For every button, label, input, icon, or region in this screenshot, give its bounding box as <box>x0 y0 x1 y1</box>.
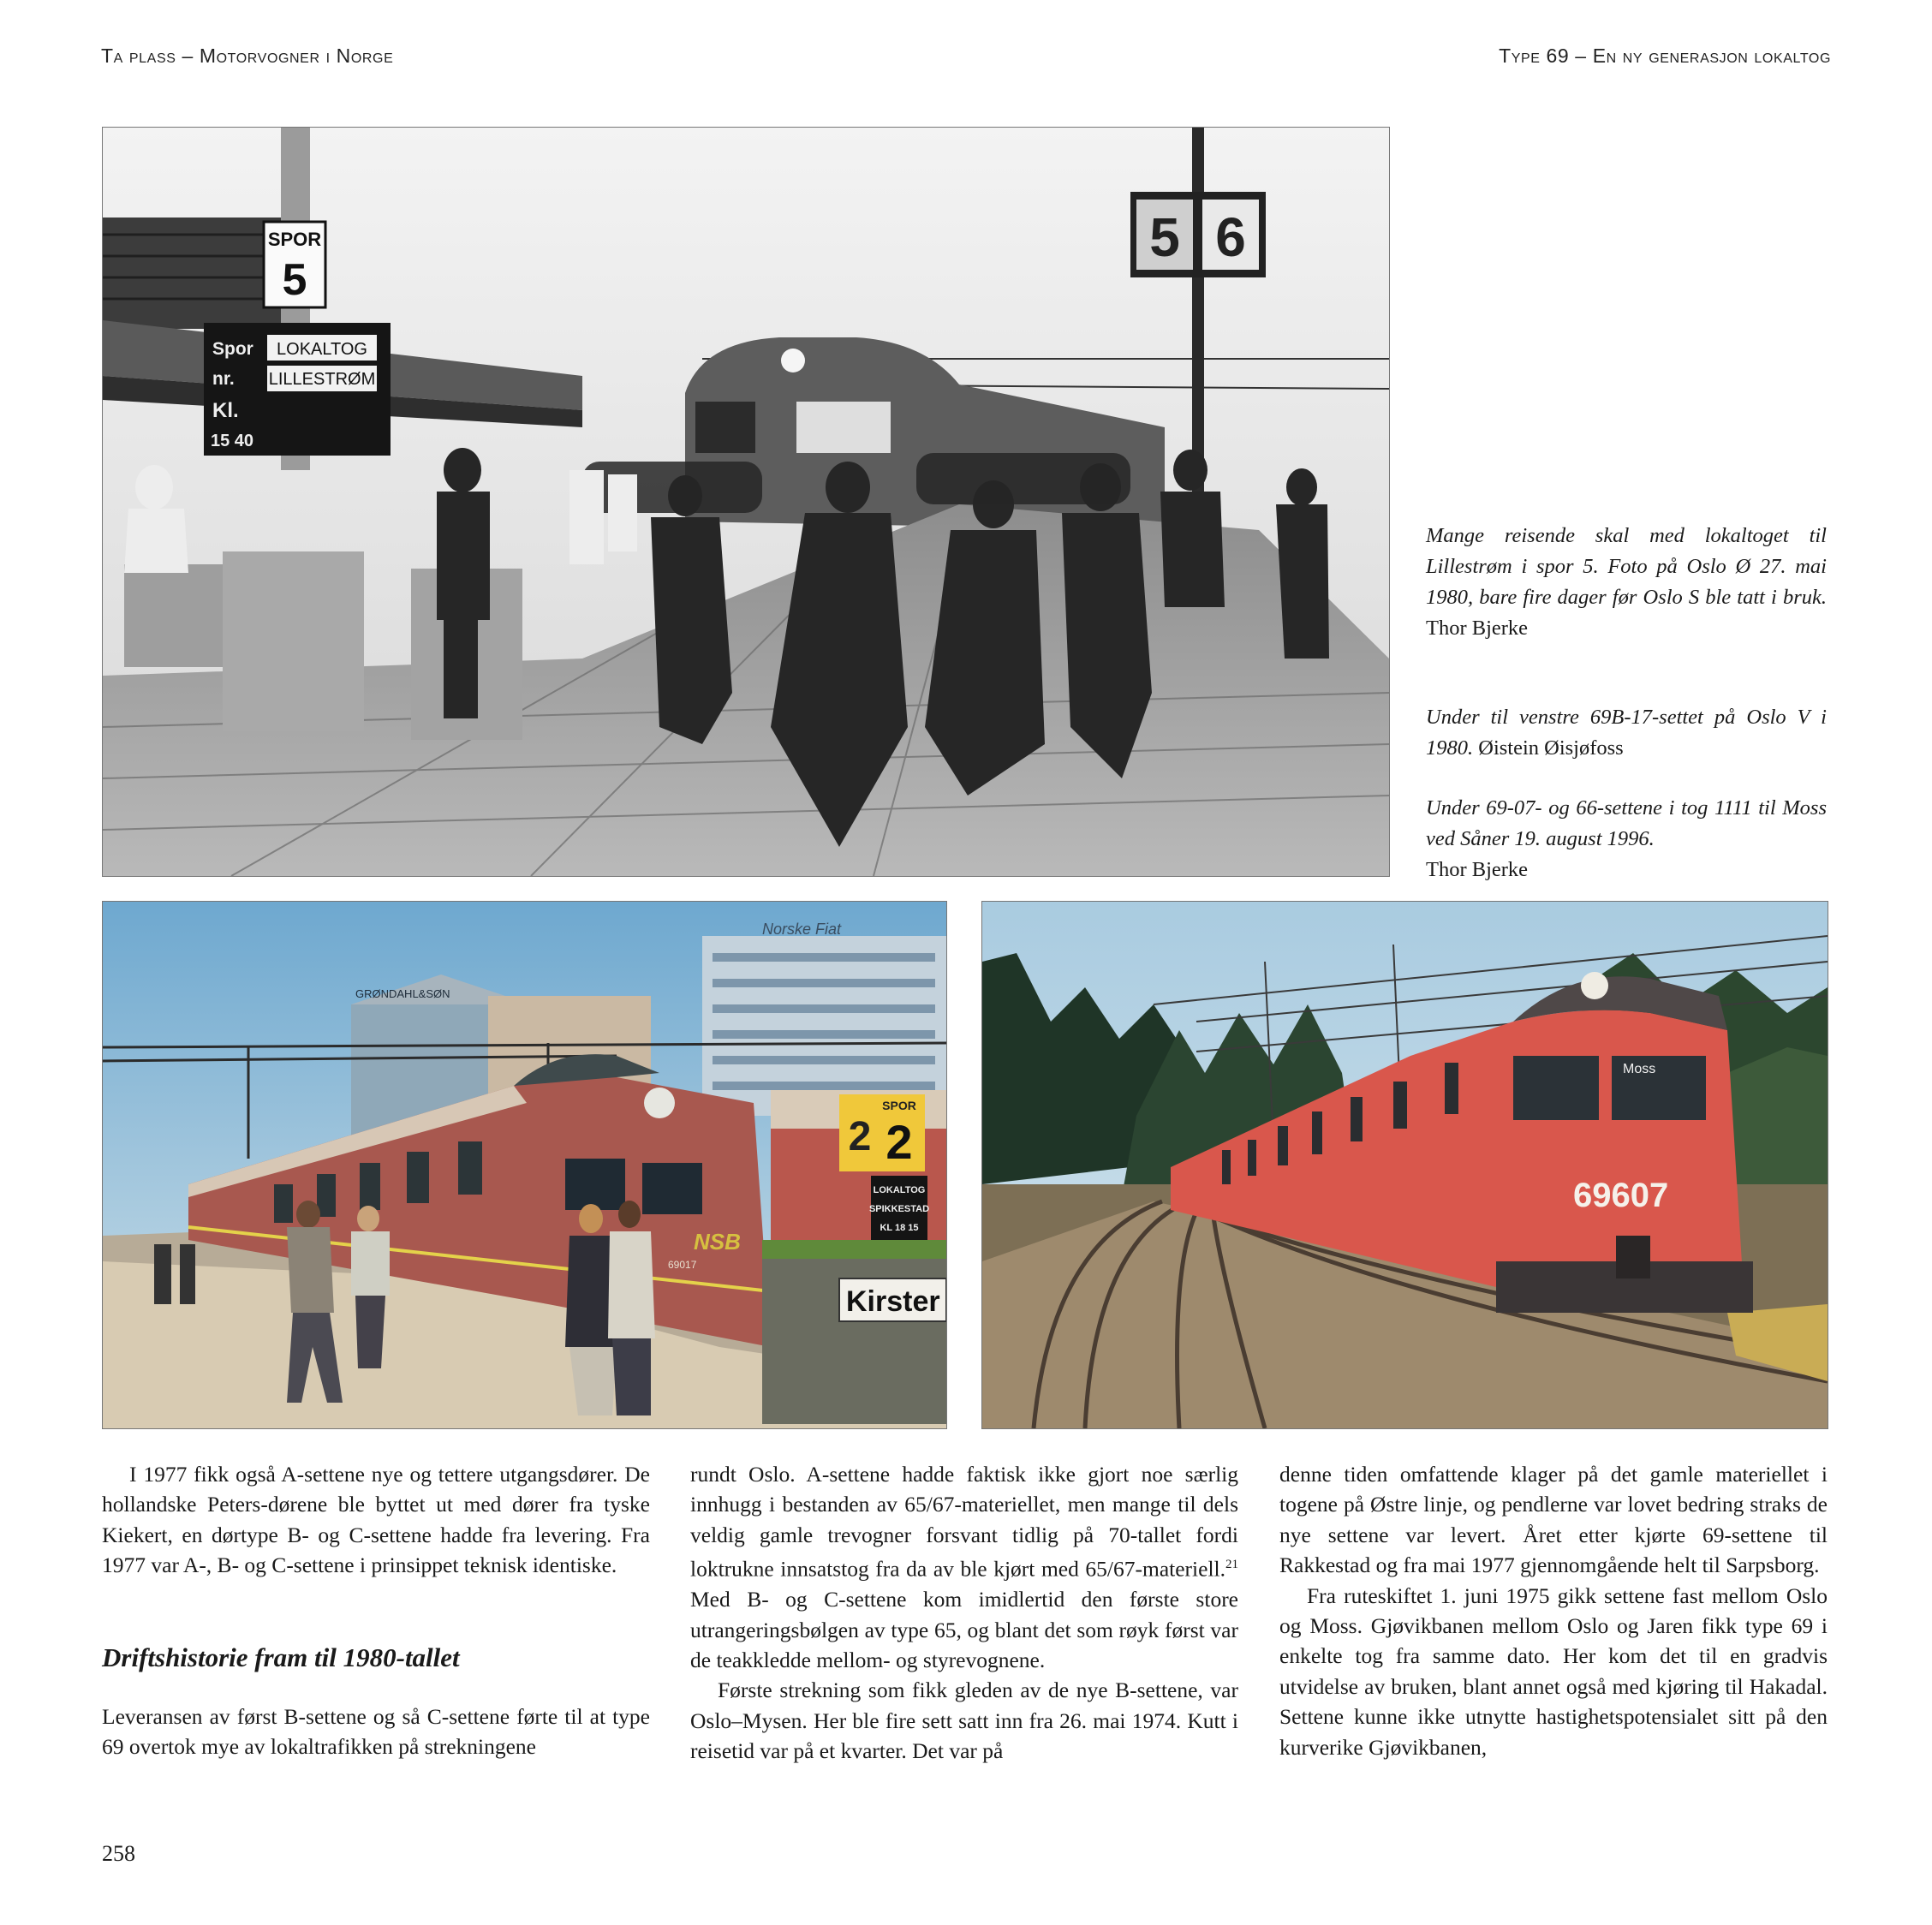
board-label-kl: Kl. <box>212 399 239 422</box>
building-sign: GRØNDAHL&SØN <box>355 987 450 1000</box>
paragraph <box>690 1459 1238 1675</box>
caption-text: Under 69-07- og 66-settene i tog 1111 til Moss ved Såner 19. august 1996. <box>1426 796 1827 850</box>
nsb-logo: NSB <box>694 1229 741 1255</box>
paragraph: Leveransen av først B-settene og så C-settene førte til at type 69 overtok mye av lokaltrafikken på strekningene <box>102 1704 650 1760</box>
text-column-3 <box>1279 1459 1828 1762</box>
track-sign-6: 6 <box>1215 206 1246 268</box>
photo-69607-saner <box>981 901 1828 1429</box>
footnote-ref[interactable]: 21 <box>1225 1558 1238 1572</box>
text-column-1 <box>102 1459 650 1762</box>
photo-oslo-v-69b17 <box>102 901 947 1429</box>
running-head-right: Type 69 – En ny generasjon lokaltog <box>1499 45 1831 67</box>
station-sign: Kirster <box>846 1285 940 1318</box>
paragraph-part: rundt Oslo. A-settene hadde faktisk ikke gjort noe særlig innhugg i bestanden av 65/67-materiellet, men mange til dels veldig gamle trevogner forsvant tidlig på 70-tallet fordi loktrukne innsatstog fra da av ble kjørt med 65/67-materiell. <box>690 1462 1238 1582</box>
paragraph: denne tiden omfattende klager på det gamle materiellet i togene på Østre linje, og pendlerne var lovet bedring straks de nye settene var levert. Året etter kjørte 69-settene til Rakkestad og fra mai 1977 gjennomgående helt til Sarpsborg. <box>1279 1462 1828 1578</box>
rooftop-sign: Norske Fiat <box>762 921 842 938</box>
spor-sign-word: SPOR <box>882 1099 916 1112</box>
spor-sign-number: 5 <box>282 255 307 305</box>
board-line-3: KL 18 15 <box>880 1223 919 1233</box>
board-line-1: LOKALTOG <box>873 1185 926 1195</box>
spor-sign-word: SPOR <box>267 229 322 250</box>
spor-sign-number: 2 <box>886 1115 913 1169</box>
board-time: 15 40 <box>211 432 254 450</box>
caption-bottom-left <box>1426 702 1827 764</box>
board-label-spor: Spor <box>212 339 253 359</box>
train-number-69607: 69607 <box>1573 1177 1669 1214</box>
board-line-2: SPIKKESTAD <box>868 1204 930 1214</box>
caption-text: Mange reisende skal med lokaltoget til Lillestrøm i spor 5. Foto på Oslo Ø 27. mai 1980, bare fire dager før Oslo S ble tatt i bruk. <box>1426 524 1827 609</box>
caption-text: Under til venstre 69B-17-settet på Oslo V i 1980. <box>1426 706 1827 760</box>
board-lokaltog: LOKALTOG <box>277 340 367 359</box>
board-lillestrom: LILLESTRØM <box>268 370 376 389</box>
caption-top-photo <box>1426 521 1827 644</box>
text-column-2 <box>690 1459 1238 1767</box>
paragraph: Første strekning som fikk gleden av de nye B-settene, var Oslo–Mysen. Her ble fire sett satt inn fra 26. mai 1974. Kutt i reisetid var på et kvarter. Det var på <box>690 1678 1238 1764</box>
board-label-nr: nr. <box>212 369 235 389</box>
page-number: 258 <box>102 1841 135 1866</box>
destination-sign: Moss <box>1623 1062 1656 1076</box>
photo-credit: Thor Bjerke <box>1426 617 1529 640</box>
paragraph: I 1977 fikk også A-settene nye og tettere utgangsdører. De hollandske Peters-dørene ble byttet ut med dører fra tyske Kiekert, en dørtype B- og C-settene hadde fra levering. Fra 1977 var A-, B- og C-settene i prinsippet teknisk identiske. <box>102 1462 650 1578</box>
paragraph: Fra ruteskiftet 1. juni 1975 gikk settene fast mellom Oslo og Moss. Gjøvikbanen mellom Oslo og Jaren fikk type 69 i enkelte tog fra samme dato. Her kom det til en gradvis utvidelse av bruken, blant annet også med kjøring til Hakadal. Settene kunne ikke utnytte hastighetspotensialet sitt på den kurverike Gjøvikbanen, <box>1279 1582 1828 1760</box>
photo-credit: Thor Bjerke <box>1426 858 1529 881</box>
paragraph-part: Med B- og C-settene kom imidlertid den første store utrangeringsbølgen av type 65, og blant det som røyk først var de teakkledde mellom- og styrevognene. <box>690 1587 1238 1672</box>
photo-platform-oslo-o <box>102 127 1390 877</box>
caption-bottom-right <box>1426 793 1827 885</box>
section-heading: Driftshistorie fram til 1980-tallet <box>102 1642 460 1672</box>
running-head-left: Ta plass – Motorvogner i Norge <box>101 45 394 67</box>
photo-credit: Øistein Øisjøfoss <box>1478 736 1624 760</box>
track-sign-5: 5 <box>1149 206 1180 268</box>
spor-sign-left-2: 2 <box>848 1114 872 1159</box>
train-number-left: 69017 <box>668 1259 697 1271</box>
